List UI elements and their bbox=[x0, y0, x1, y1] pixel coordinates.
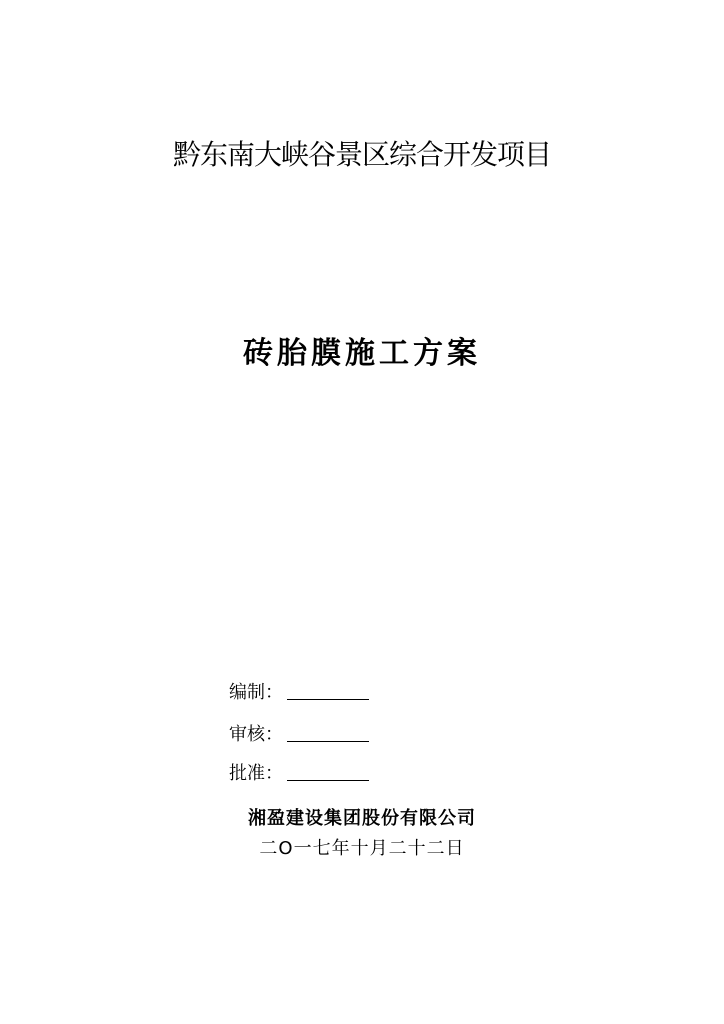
signature-label-compiled: 编制： bbox=[229, 682, 283, 703]
signature-row-approved bbox=[229, 757, 369, 785]
signature-line-approved bbox=[287, 779, 369, 781]
document-date: 二O一七年十月二十二日 bbox=[259, 838, 465, 859]
signature-row-reviewed bbox=[229, 718, 369, 746]
project-title: 黔东南大峡谷景区综合开发项目 bbox=[172, 138, 551, 171]
signature-line-compiled bbox=[287, 698, 369, 700]
signature-line-reviewed bbox=[287, 740, 369, 742]
signature-label-approved: 批准： bbox=[229, 763, 283, 784]
signature-row-compiled bbox=[229, 676, 369, 704]
document-title: 砖胎膜施工方案 bbox=[243, 336, 481, 371]
signature-label-reviewed: 审核： bbox=[229, 724, 283, 745]
company-name: 湘盈建设集团股份有限公司 bbox=[248, 808, 476, 829]
